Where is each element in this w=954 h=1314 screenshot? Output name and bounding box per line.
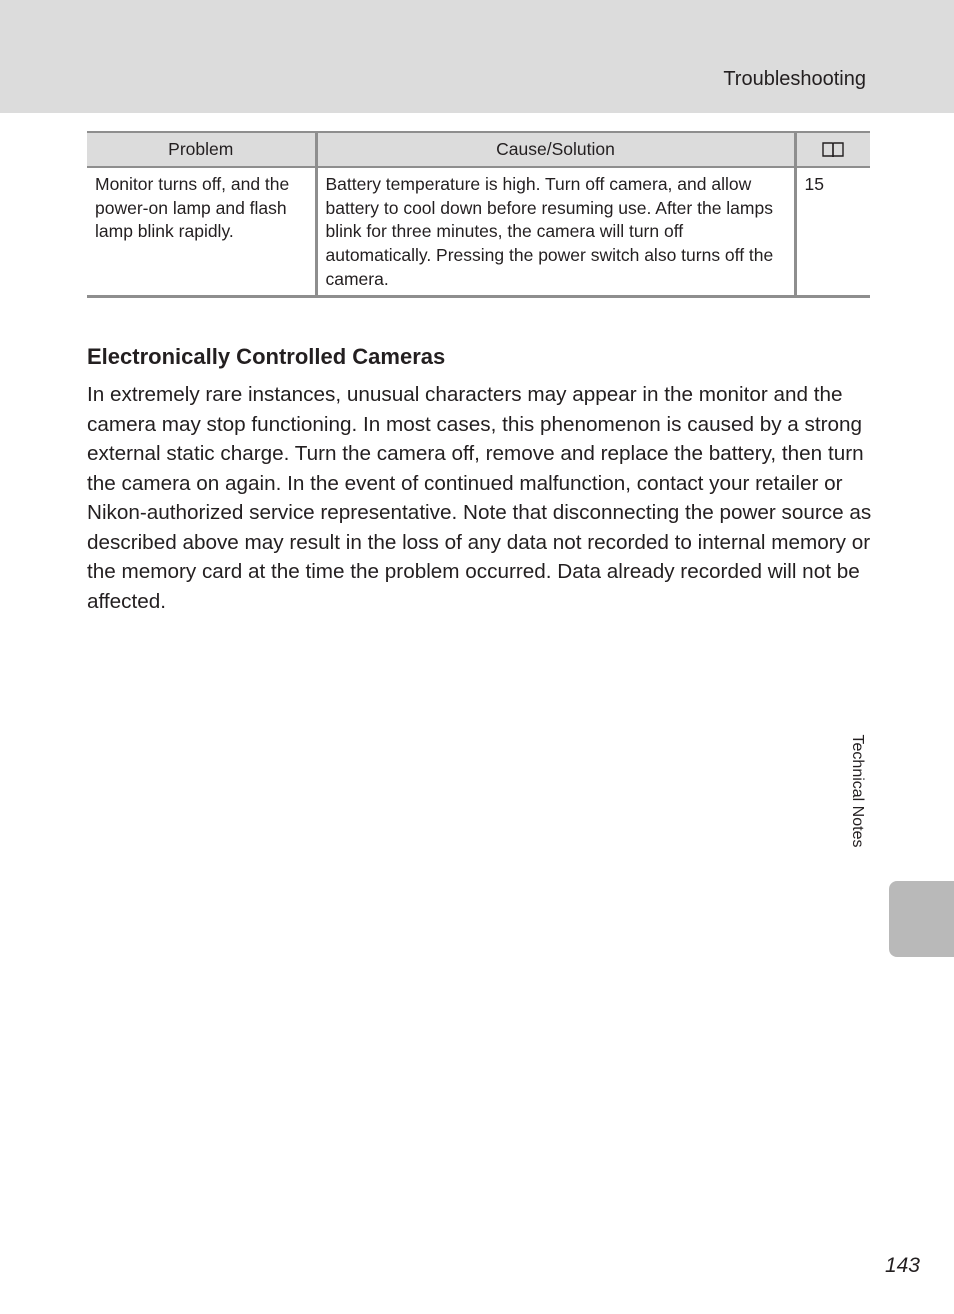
header-band xyxy=(0,0,954,113)
column-header-cause-solution: Cause/Solution xyxy=(316,132,795,167)
column-header-reference xyxy=(795,132,870,167)
problem-cell: Monitor turns off, and the power-on lamp and flash lamp blink rapidly. xyxy=(87,167,316,296)
page-number: 143 xyxy=(884,1254,920,1277)
table-header-row xyxy=(87,132,870,167)
troubleshooting-table xyxy=(87,131,870,298)
solution-cell: Battery temperature is high. Turn off camera, and allow battery to cool down before resuming use. After the lamps blink for three minutes, the camera will turn off automatically. Pressing the power switch also turns off the camera. xyxy=(316,167,795,296)
book-icon xyxy=(821,141,845,159)
section-heading: Electronically Controlled Cameras xyxy=(87,344,446,369)
table-row xyxy=(87,167,870,296)
chapter-side-label: Technical Notes xyxy=(849,734,866,848)
page-reference-cell: 15 xyxy=(795,167,870,296)
chapter-tab xyxy=(889,881,954,957)
section-body-text: In extremely rare instances, unusual characters may appear in the monitor and the camera may stop functioning. In most cases, this phenomenon is caused by a strong external static charge. Turn the camera off, remove and replace the battery, then turn the camera on again. In the event of continued malfunction, contact your retailer or Nikon-authorized service representative. Note that disconnecting the power source as described above may result in the loss of any data not recorded to internal memory or the memory card at the time the problem occurred. Data already recorded will not be affected. xyxy=(87,383,872,613)
column-header-problem: Problem xyxy=(87,132,316,167)
running-header-title: Troubleshooting xyxy=(723,68,866,90)
